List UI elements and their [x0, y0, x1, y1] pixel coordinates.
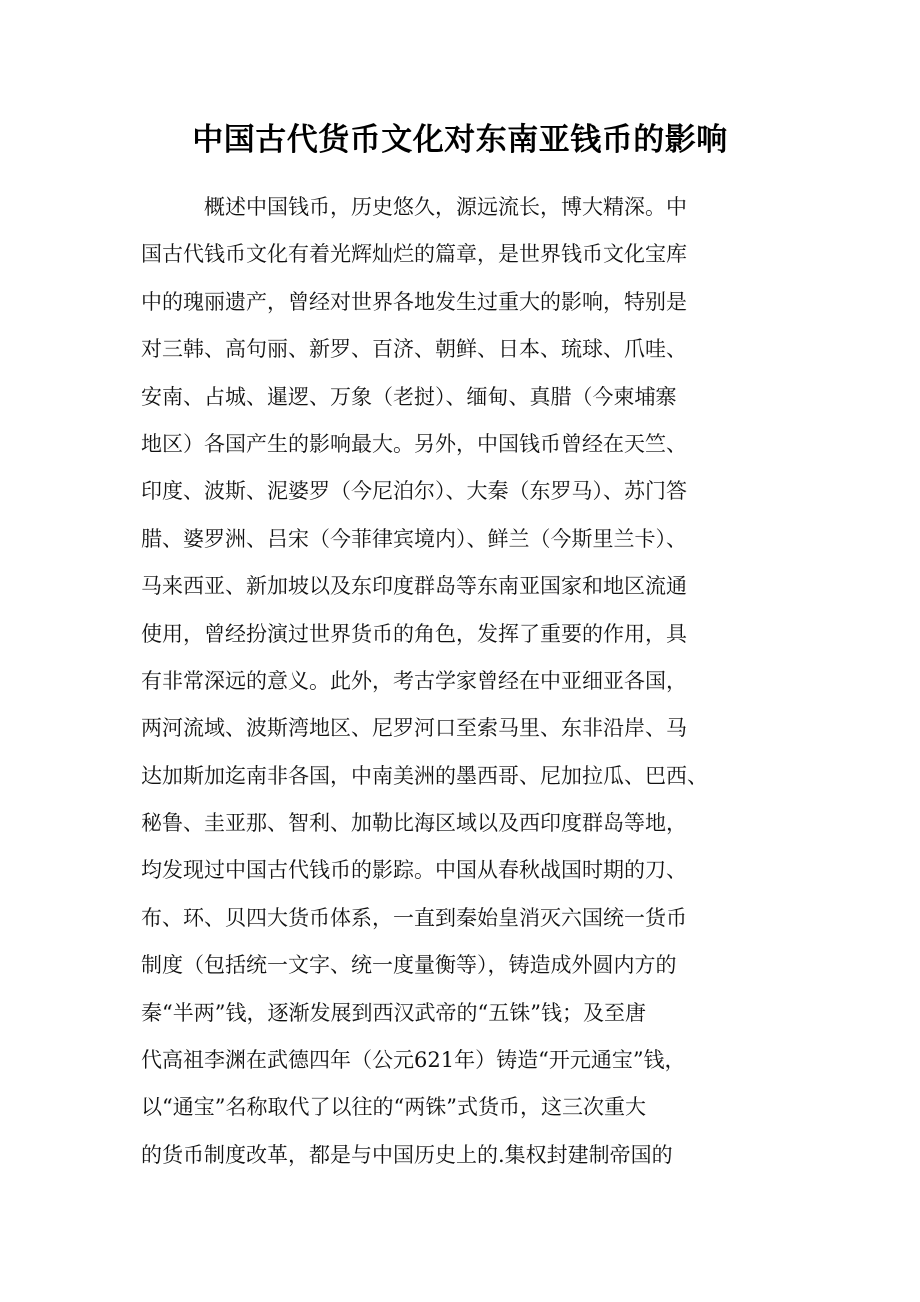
body-line: 达加斯加迄南非各国，中南美洲的墨西哥、尼加拉瓜、巴西、: [141, 763, 708, 788]
body-line: 秦“半两”钱，逐渐发展到西汉武帝的“五铢”钱；及至唐: [141, 1000, 646, 1025]
body-line: 腊、婆罗洲、吕宋（今菲律宾境内）、鲜兰（今斯里兰卡）、: [141, 526, 687, 551]
body-line: 均发现过中国古代钱币的影踪。中国从春秋战国时期的刀、: [141, 858, 687, 883]
body-line: 安南、占城、暹逻、万象（老挝）、缅甸、真腊（今柬埔寨: [141, 384, 677, 409]
body-line: 有非常深远的意义。此外，考古学家曾经在中亚细亚各国，: [141, 668, 687, 693]
body-line: 地区）各国产生的影响最大。另外，中国钱币曾经在天竺、: [141, 431, 687, 456]
body-line: 布、环、贝四大货币体系，一直到秦始皇消灭六国统一货币: [141, 905, 687, 930]
body-line: 代高祖李渊在武德四年（公元621年）铸造“开元通宝”钱，: [141, 1048, 686, 1073]
body-line: 秘鲁、圭亚那、智利、加勒比海区域以及西印度群岛等地，: [141, 811, 687, 836]
body-line: 概述中国钱币，历史悠久，源远流长，博大精深。中: [204, 195, 687, 219]
body-line: 使用，曾经扮演过世界货币的角色，发挥了重要的作用，具: [141, 621, 687, 646]
document-title: 中国古代货币文化对东南亚钱币的影响: [192, 122, 728, 158]
body-line: 两河流域、波斯湾地区、尼罗河口至索马里、东非沿岸、马: [141, 716, 687, 741]
body-line: 印度、波斯、泥婆罗（今尼泊尔）、大秦（东罗马）、苏门答: [141, 479, 687, 504]
body-line: 制度（包括统一文字、统一度量衡等），铸造成外圆内方的: [141, 953, 677, 978]
body-line: 的货币制度改革，都是与中国历史上的.集权封建制帝国的: [141, 1142, 673, 1167]
body-line: 以“通宝”名称取代了以往的“两铢”式货币，这三次重大: [141, 1095, 646, 1120]
body-line: 对三韩、高句丽、新罗、百济、朝鲜、日本、琉球、爪哇、: [141, 337, 687, 362]
body-line: 马来西亚、新加坡以及东印度群岛等东南亚国家和地区流通: [141, 574, 687, 599]
body-line: 国古代钱币文化有着光辉灿烂的篇章，是世界钱币文化宝库: [141, 242, 687, 267]
document-body: [141, 188, 791, 1183]
body-line: 中的瑰丽遗产，曾经对世界各地发生过重大的影响，特别是: [141, 289, 687, 314]
